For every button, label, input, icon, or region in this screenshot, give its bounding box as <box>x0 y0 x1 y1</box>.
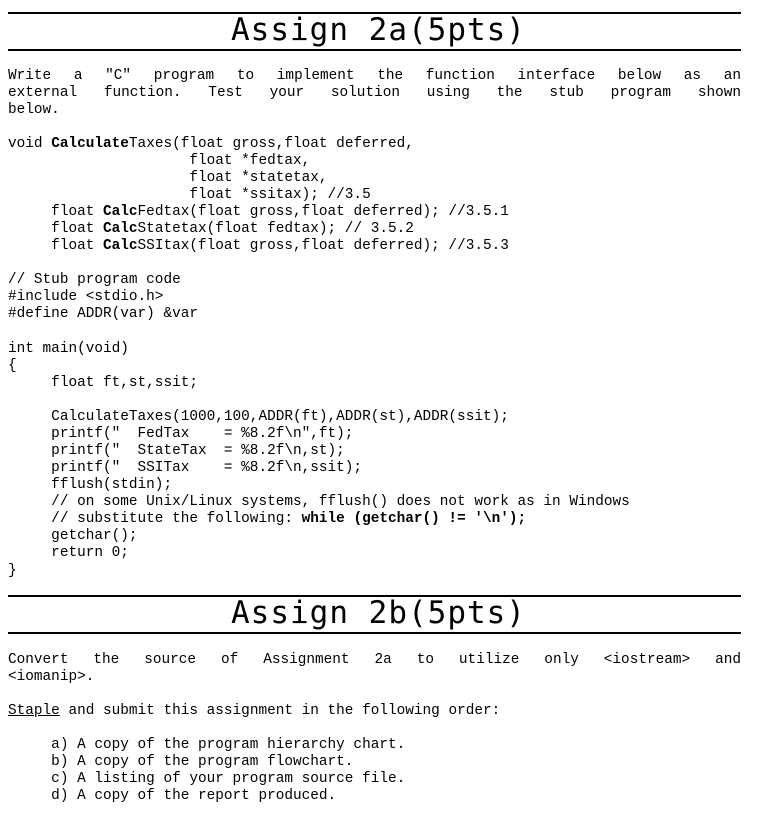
stub-line-8: printf(" FedTax = %8.2f\n",ft); <box>8 426 354 442</box>
interface-line-6-pre: float <box>8 221 103 237</box>
interface-line-5-pre: float <box>8 204 103 220</box>
interface-line-7-bold: Calc <box>103 238 138 254</box>
stub-line-15: return 0; <box>8 545 129 561</box>
interface-line-1-bold: Calculate <box>51 136 129 152</box>
staple-rest: and submit this assignment in the following order: <box>59 703 501 719</box>
convert-line-2: <iomanip>. <box>8 669 95 685</box>
stub-line-13 <box>8 511 526 528</box>
stub-line-13-pre: // substitute the following: <box>8 511 302 527</box>
interface-line-6 <box>8 221 414 238</box>
interface-line-5-bold: Calc <box>103 204 138 220</box>
interface-line-1-pre: void <box>8 136 52 152</box>
interface-line-3: float *statetax, <box>8 170 328 186</box>
order-item-d: d) A copy of the report produced. <box>8 788 337 804</box>
interface-line-5-post: Fedtax(float gross,float deferred); //3.5.1 <box>137 204 509 220</box>
stub-line-1: // Stub program code <box>8 272 181 288</box>
stub-line-10: printf(" SSITax = %8.2f\n,ssit); <box>8 460 363 476</box>
stub-line-9: printf(" StateTax = %8.2f\n,st); <box>8 443 345 459</box>
order-item-c: c) A listing of your program source file. <box>8 771 406 787</box>
stub-line-14: getchar(); <box>8 528 138 544</box>
stub-line-12: // on some Unix/Linux systems, fflush() does not work as in Windows <box>8 494 630 510</box>
interface-line-2: float *fedtax, <box>8 153 311 169</box>
interface-line-7-pre: float <box>8 238 103 254</box>
stub-line-11: fflush(stdin); <box>8 477 173 493</box>
interface-line-7-post: SSItax(float gross,float deferred); //3.5.3 <box>137 238 509 254</box>
stub-line-2: #include <stdio.h> <box>8 289 164 305</box>
order-item-b: b) A copy of the program flowchart. <box>8 754 354 770</box>
stub-line-16: } <box>8 563 17 579</box>
stub-line-6: float ft,st,ssit; <box>8 375 198 391</box>
bottom-rule-a <box>8 49 741 51</box>
intro-line-2: external function. Test your solution using the stub program shown <box>8 85 741 101</box>
stub-line-3: #define ADDR(var) &var <box>8 306 198 322</box>
interface-line-6-post: Statetax(float fedtax); // 3.5.2 <box>137 221 414 237</box>
intro-line-3: below. <box>8 102 60 118</box>
interface-line-1 <box>8 136 414 153</box>
stub-line-7: CalculateTaxes(1000,100,ADDR(ft),ADDR(st),ADDR(ssit); <box>8 409 509 425</box>
order-item-a: a) A copy of the program hierarchy chart. <box>8 737 406 753</box>
interface-line-6-bold: Calc <box>103 221 138 237</box>
staple-line <box>8 703 500 720</box>
interface-line-1-post: Taxes(float gross,float deferred, <box>128 136 414 152</box>
stub-line-5: { <box>8 358 17 374</box>
stub-line-13-bold: while (getchar() != '\n'); <box>301 511 527 527</box>
assign-2a-title: Assign 2a(5pts) <box>231 12 526 48</box>
staple-word: Staple <box>8 703 60 719</box>
convert-line-1: Convert the source of Assignment 2a to utilize only <iostream> and <box>8 652 741 668</box>
intro-line-1: Write a "C" program to implement the function interface below as an <box>8 68 741 84</box>
interface-line-4: float *ssitax); //3.5 <box>8 187 371 203</box>
bottom-rule-b <box>8 632 741 634</box>
assign-2b-title: Assign 2b(5pts) <box>231 595 526 631</box>
interface-line-7 <box>8 238 509 255</box>
stub-line-4: int main(void) <box>8 341 129 357</box>
interface-line-5 <box>8 204 509 221</box>
